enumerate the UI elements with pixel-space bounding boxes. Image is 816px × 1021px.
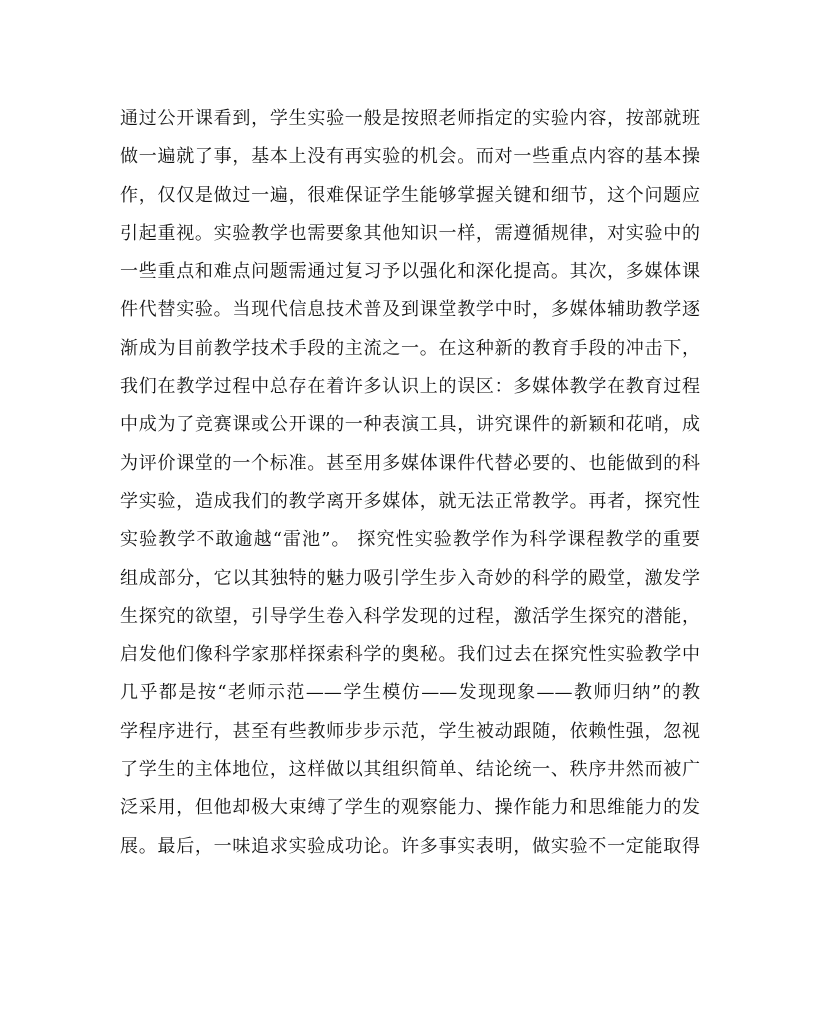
text-line-20: 展。最后，一味追求实验成功论。许多事实表明，做实验不一定能取得 <box>120 835 700 857</box>
text-line-12: 实验教学不敢逾越“雷池”。 探究性实验教学作为科学课程教学的重要 <box>120 529 700 551</box>
text-line-7: 渐成为目前教学技术手段的主流之一。在这种新的教育手段的冲击下， <box>120 337 700 359</box>
text-line-15: 启发他们像科学家那样探索科学的奥秘。我们过去在探究性实验教学中 <box>120 644 700 666</box>
text-line-3: 作，仅仅是做过一遍，很难保证学生能够掌握关键和细节，这个问题应 <box>120 184 700 206</box>
text-line-6: 件代替实验。当现代信息技术普及到课堂教学中时，多媒体辅助教学逐 <box>120 299 700 321</box>
text-line-2: 做一遍就了事，基本上没有再实验的机会。而对一些重点内容的基本操 <box>120 146 700 168</box>
text-line-16: 几乎都是按“老师示范——学生模仿——发现现象——教师归纳”的教 <box>120 682 700 704</box>
text-line-11: 学实验，造成我们的教学离开多媒体，就无法正常教学。再者，探究性 <box>120 490 700 512</box>
text-line-19: 泛采用，但他却极大束缚了学生的观察能力、操作能力和思维能力的发 <box>120 797 700 819</box>
text-line-10: 为评价课堂的一个标准。甚至用多媒体课件代替必要的、也能做到的科 <box>120 452 700 474</box>
text-line-1: 通过公开课看到，学生实验一般是按照老师指定的实验内容，按部就班 <box>120 108 700 129</box>
text-line-4: 引起重视。实验教学也需要象其他知识一样，需遵循规律，对实验中的 <box>120 222 700 244</box>
text-line-13: 组成部分，它以其独特的魅力吸引学生步入奇妙的科学的殿堂，激发学 <box>120 567 700 589</box>
text-line-18: 了学生的主体地位，这样做以其组织简单、结论统一、秩序井然而被广 <box>120 759 700 781</box>
text-line-14: 生探究的欲望，引导学生卷入科学发现的过程，激活学生探究的潜能， <box>120 605 700 627</box>
body-text <box>120 100 700 866</box>
text-line-17: 学程序进行，甚至有些教师步步示范，学生被动跟随，依赖性强，忽视 <box>120 720 700 742</box>
text-line-5: 一些重点和难点问题需通过复习予以强化和深化提高。其次，多媒体课 <box>120 261 700 283</box>
text-line-8: 我们在教学过程中总存在着许多认识上的误区：多媒体教学在教育过程 <box>120 376 700 398</box>
text-line-9: 中成为了竞赛课或公开课的一种表演工具，讲究课件的新颖和花哨，成 <box>120 414 700 436</box>
